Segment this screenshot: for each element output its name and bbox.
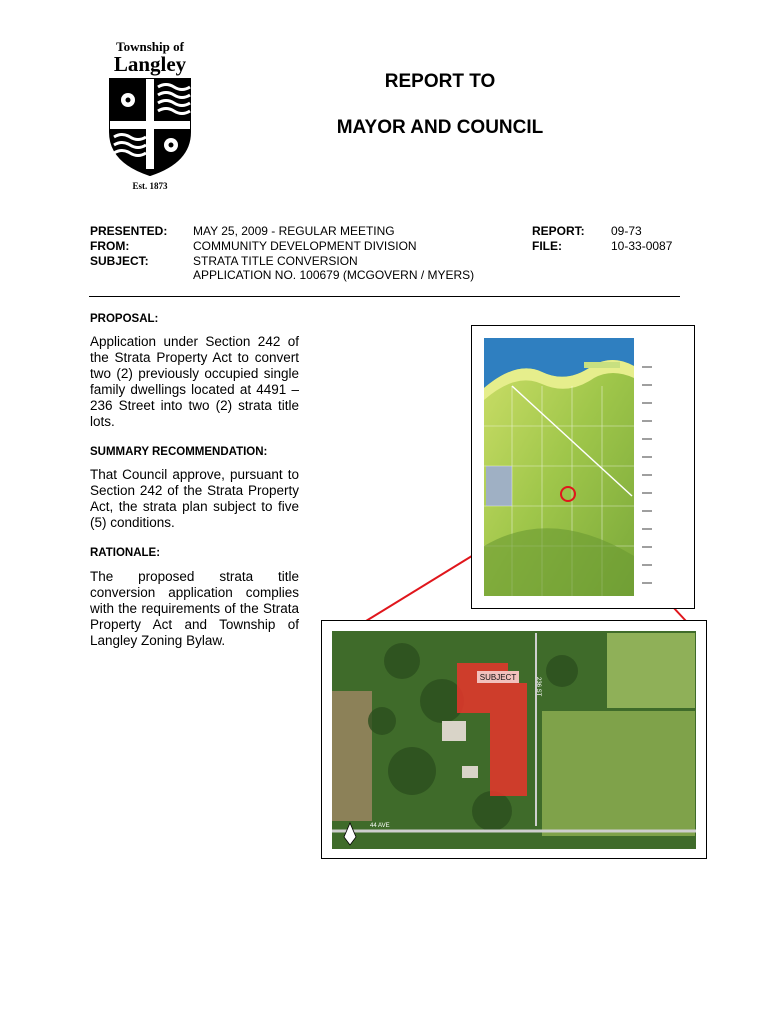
summary-text: That Council approve, pursuant to Section 242 of the Strata Property Act, the strata plan subject to five (5) conditions.	[90, 467, 299, 530]
report-title-line-1: REPORT TO	[384, 71, 496, 92]
from-label: FROM:	[90, 239, 130, 253]
presented-label: PRESENTED:	[90, 224, 168, 238]
township-overview-map	[471, 325, 695, 609]
logo-line-1: Township of	[116, 39, 184, 54]
report-label: REPORT:	[532, 224, 585, 238]
logo-est: Est. 1873	[132, 181, 168, 191]
rationale-heading: RATIONALE:	[90, 547, 161, 559]
township-logo	[100, 40, 200, 205]
rationale-text: The proposed strata title conversion application complies with the requirements of the Strata Property Act and Township of Langley Zoning Bylaw.	[90, 569, 299, 648]
overview-map-image	[472, 326, 694, 608]
report-value: 09-73	[611, 224, 642, 238]
presented-value: MAY 25, 2009 - REGULAR MEETING	[193, 224, 395, 238]
logo-line-2: Langley	[113, 52, 187, 76]
subject-map-label: SUBJECT	[479, 673, 517, 682]
file-label: FILE:	[532, 239, 562, 253]
aerial-site-map	[321, 620, 707, 859]
from-value: COMMUNITY DEVELOPMENT DIVISION	[193, 239, 417, 253]
file-value: 10-33-0087	[611, 239, 673, 253]
proposal-heading: PROPOSAL:	[90, 313, 159, 325]
subject-value-line-2: APPLICATION NO. 100679 (MCGOVERN / MYERS)	[193, 268, 475, 282]
proposal-text: Application under Section 242 of the Strata Property Act to convert two (2) previously occupied single family dwellings located at 4491 – 236 Street into two (2) strata title lots.	[90, 334, 299, 429]
subject-label: SUBJECT:	[90, 254, 149, 268]
subject-value-line-1: STRATA TITLE CONVERSION	[193, 254, 358, 268]
shield-icon	[108, 77, 192, 177]
header-divider	[89, 296, 680, 297]
report-title-line-2: MAYOR AND COUNCIL	[336, 117, 544, 138]
side-street-map-label: 236 ST	[535, 677, 541, 697]
street-map-label: 44 AVE	[370, 823, 390, 829]
aerial-map-image	[322, 621, 706, 858]
summary-heading: SUMMARY RECOMMENDATION:	[90, 446, 268, 458]
